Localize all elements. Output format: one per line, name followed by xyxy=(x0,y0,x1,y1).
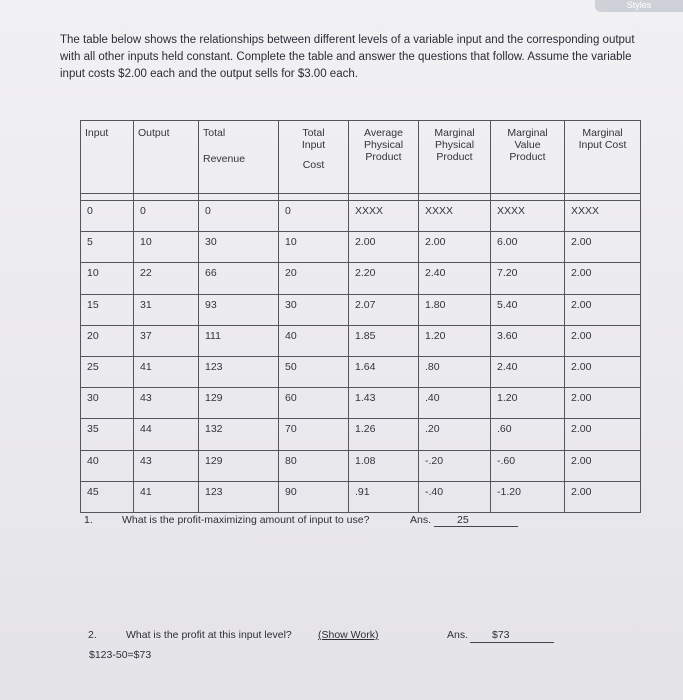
table-cell: XXXX xyxy=(349,201,419,232)
question-2-answer: $73 xyxy=(492,629,510,641)
table-row xyxy=(81,263,641,294)
column-header-line: Marginal xyxy=(434,127,475,139)
table-cell: 2.00 xyxy=(565,356,641,387)
table-cell: 30 xyxy=(199,232,279,263)
table-cell: 30 xyxy=(81,388,134,419)
table-cell: 37 xyxy=(134,325,199,356)
table-body xyxy=(81,194,641,513)
table-cell: XXXX xyxy=(491,201,565,232)
table-cell: 93 xyxy=(199,294,279,325)
table-row xyxy=(81,356,641,387)
gap-cell xyxy=(134,194,199,201)
gap-cell xyxy=(279,194,349,201)
table-cell: 123 xyxy=(199,481,279,512)
column-header xyxy=(199,121,279,194)
table-cell: 10 xyxy=(81,263,134,294)
column-header-line: Total xyxy=(302,127,325,139)
question-1-answer: 25 xyxy=(457,514,469,526)
column-header-line: Product xyxy=(365,151,402,163)
column-header-line: Physical xyxy=(434,139,475,151)
table-cell: 0 xyxy=(279,201,349,232)
column-header xyxy=(491,121,565,194)
column-header xyxy=(349,121,419,194)
table-cell: 2.00 xyxy=(565,419,641,450)
column-header-line: Input xyxy=(85,127,109,139)
header-gap-row xyxy=(81,194,641,201)
table-cell: 1.80 xyxy=(419,294,491,325)
table-cell: 2.00 xyxy=(565,294,641,325)
column-header-line: Input xyxy=(301,139,326,151)
table-cell: 2.40 xyxy=(491,356,565,387)
table-cell: XXXX xyxy=(565,201,641,232)
table-cell: 1.20 xyxy=(491,388,565,419)
column-header-line: Revenue xyxy=(203,153,246,165)
column-header xyxy=(565,121,641,194)
table-cell: 2.00 xyxy=(565,388,641,419)
table-cell: 2.00 xyxy=(565,232,641,263)
table-cell: 111 xyxy=(199,325,279,356)
gap-cell xyxy=(565,194,641,201)
styles-tab[interactable]: Styles xyxy=(595,0,683,12)
intro-paragraph: The table below shows the relationships between different levels of a variable input and the corresponding output with all other inputs held constant. Complete the table and answer the questions that follow. Assume the variable input costs $2.00 each and the output sells for $3.00 each. xyxy=(60,34,635,80)
column-header xyxy=(279,121,349,194)
table-header-row xyxy=(81,121,641,194)
table-cell: 20 xyxy=(279,263,349,294)
table-cell: 40 xyxy=(279,325,349,356)
question-1-text: What is the profit-maximizing amount of input to use? xyxy=(122,514,370,526)
show-work-link: (Show Work) xyxy=(318,629,379,641)
column-header-line: Output xyxy=(138,127,170,139)
column-header xyxy=(134,121,199,194)
column-header xyxy=(81,121,134,194)
table-cell: 2.00 xyxy=(565,325,641,356)
column-header xyxy=(419,121,491,194)
table-cell: 31 xyxy=(134,294,199,325)
table-row xyxy=(81,450,641,481)
gap-cell xyxy=(349,194,419,201)
column-header-line: Marginal xyxy=(507,127,548,139)
table-cell: 2.40 xyxy=(419,263,491,294)
table-cell: 15 xyxy=(81,294,134,325)
table-cell: -1.20 xyxy=(491,481,565,512)
table-cell: .20 xyxy=(419,419,491,450)
question-2-work: $123-50=$73 xyxy=(89,649,152,661)
question-1-ans-label: Ans. xyxy=(410,514,432,526)
question-2-ans-label: Ans. xyxy=(447,629,469,641)
table-row xyxy=(81,388,641,419)
table-cell: .80 xyxy=(419,356,491,387)
table-row xyxy=(81,325,641,356)
table-cell: 132 xyxy=(199,419,279,450)
table-cell: 90 xyxy=(279,481,349,512)
table-row xyxy=(81,294,641,325)
question-1-number: 1. xyxy=(84,514,93,526)
table-row xyxy=(81,419,641,450)
column-header-line: Marginal xyxy=(582,127,623,139)
column-header-line: Total xyxy=(203,127,226,139)
table-row xyxy=(81,201,641,232)
column-header-line: Value xyxy=(514,139,541,151)
column-header-line: Cost xyxy=(302,159,325,171)
table-cell: 43 xyxy=(134,388,199,419)
table-cell: 0 xyxy=(81,201,134,232)
table-cell: .40 xyxy=(419,388,491,419)
table-cell: 2.00 xyxy=(565,481,641,512)
table-cell: 30 xyxy=(279,294,349,325)
table-cell: -.60 xyxy=(491,450,565,481)
table-cell: 70 xyxy=(279,419,349,450)
question-2-text: What is the profit at this input level? xyxy=(126,629,292,641)
table-cell: 2.00 xyxy=(419,232,491,263)
table-cell: 0 xyxy=(199,201,279,232)
table-cell: 50 xyxy=(279,356,349,387)
question-2-number: 2. xyxy=(88,629,97,641)
table-cell: 5 xyxy=(81,232,134,263)
table-cell: 22 xyxy=(134,263,199,294)
table-cell: 2.20 xyxy=(349,263,419,294)
column-header-line: Product xyxy=(436,151,473,163)
table-cell: 5.40 xyxy=(491,294,565,325)
table-cell: 1.64 xyxy=(349,356,419,387)
table-cell: 44 xyxy=(134,419,199,450)
gap-cell xyxy=(81,194,134,201)
table-cell: 123 xyxy=(199,356,279,387)
table-cell: 60 xyxy=(279,388,349,419)
table-cell: 80 xyxy=(279,450,349,481)
table-cell: 2.00 xyxy=(565,450,641,481)
table-cell: 0 xyxy=(134,201,199,232)
table-cell: 43 xyxy=(134,450,199,481)
table-cell: 41 xyxy=(134,356,199,387)
table-cell: -.40 xyxy=(419,481,491,512)
table-cell: 20 xyxy=(81,325,134,356)
production-table xyxy=(80,120,641,513)
gap-cell xyxy=(419,194,491,201)
table-cell: 45 xyxy=(81,481,134,512)
table-cell: 40 xyxy=(81,450,134,481)
table-cell: .60 xyxy=(491,419,565,450)
column-header-line: Average xyxy=(364,127,403,139)
table-cell: 1.20 xyxy=(419,325,491,356)
table-cell: 66 xyxy=(199,263,279,294)
table-cell: 1.08 xyxy=(349,450,419,481)
gap-cell xyxy=(199,194,279,201)
column-header-line: Input Cost xyxy=(578,139,627,151)
table-cell: 1.26 xyxy=(349,419,419,450)
table-cell: 2.00 xyxy=(349,232,419,263)
table-cell: 10 xyxy=(279,232,349,263)
question-1-answer-line[interactable] xyxy=(434,526,518,527)
table-cell: XXXX xyxy=(419,201,491,232)
gap-cell xyxy=(491,194,565,201)
table-cell: 129 xyxy=(199,450,279,481)
column-header-line: Product xyxy=(509,151,546,163)
table-cell: 7.20 xyxy=(491,263,565,294)
table-row xyxy=(81,232,641,263)
table-cell: 41 xyxy=(134,481,199,512)
table-cell: -.20 xyxy=(419,450,491,481)
table-cell: 2.00 xyxy=(565,263,641,294)
table-row xyxy=(81,481,641,512)
table-cell: 1.85 xyxy=(349,325,419,356)
question-2-answer-line[interactable] xyxy=(470,642,554,643)
table-cell: 2.07 xyxy=(349,294,419,325)
table-cell: 25 xyxy=(81,356,134,387)
column-header-line: Physical xyxy=(363,139,404,151)
table-cell: 6.00 xyxy=(491,232,565,263)
table-cell: 10 xyxy=(134,232,199,263)
table-cell: .91 xyxy=(349,481,419,512)
table-cell: 129 xyxy=(199,388,279,419)
table-cell: 1.43 xyxy=(349,388,419,419)
table-cell: 35 xyxy=(81,419,134,450)
table-cell: 3.60 xyxy=(491,325,565,356)
